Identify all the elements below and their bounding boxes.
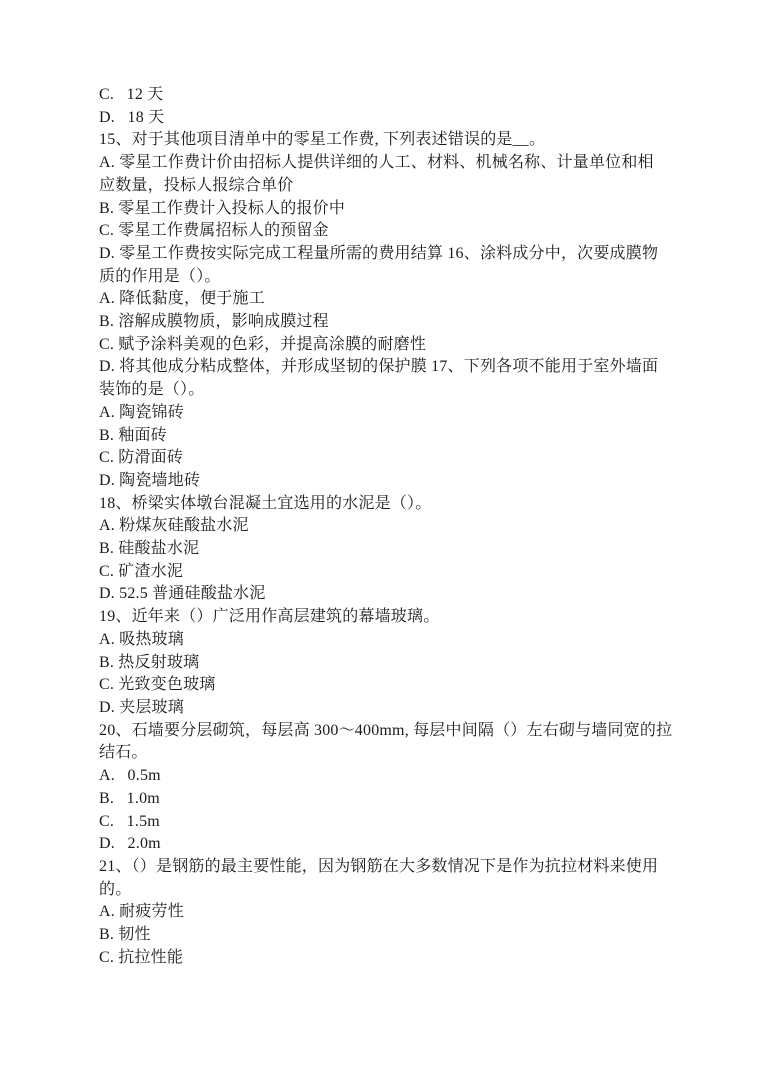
- text-line: 结石。: [99, 744, 148, 762]
- text-line: D. 2.0m: [99, 835, 161, 853]
- text-line: 质的作用是（）。: [99, 267, 221, 285]
- document-content: [99, 84, 699, 969]
- text-line: D. 18 天: [99, 108, 165, 126]
- text-line: B. 热反射玻璃: [99, 653, 200, 671]
- text-line: A. 零星工作费计价由招标人提供详细的人工、材料、机械名称、计量单位和相: [99, 154, 654, 172]
- text-line: 应数量，投标人报综合单价: [99, 176, 294, 194]
- text-line: 装饰的是（）。: [99, 381, 205, 399]
- text-line: B. 溶解成膜物质，影响成膜过程: [99, 313, 329, 331]
- text-line: B. 硅酸盐水泥: [99, 540, 200, 558]
- text-line: D. 陶瓷墙地砖: [99, 471, 201, 489]
- text-line: 18、桥梁实体墩台混凝土宜选用的水泥是（）。: [99, 494, 432, 512]
- text-line: B. 1.0m: [99, 789, 160, 807]
- text-line: C. 抗拉性能: [99, 948, 184, 966]
- text-line: C. 矿渣水泥: [99, 562, 184, 580]
- text-line: A. 降低黏度，便于施工: [99, 290, 265, 308]
- text-line: C. 零星工作费属招标人的预留金: [99, 222, 329, 240]
- text-line: D. 将其他成分粘成整体，并形成坚韧的保护膜 17、下列各项不能用于室外墙面: [99, 358, 659, 376]
- text-line: 的。: [99, 880, 132, 898]
- text-line: 19、近年来（）广泛用作高层建筑的幕墙玻璃。: [99, 608, 440, 626]
- text-line: C. 12 天: [99, 86, 164, 103]
- text-line: A. 吸热玻璃: [99, 630, 184, 648]
- text-line: A. 耐疲劳性: [99, 903, 184, 921]
- text-line: 21、（）是钢筋的最主要性能，因为钢筋在大多数情况下是作为抗拉材料来使用: [99, 857, 659, 875]
- text-line: A. 0.5m: [99, 767, 161, 785]
- text-line: B. 釉面砖: [99, 426, 167, 444]
- text-line: C. 赋予涂料美观的色彩，并提高涂膜的耐磨性: [99, 335, 427, 353]
- text-line: A. 粉煤灰硅酸盐水泥: [99, 517, 249, 535]
- text-line: C. 光致变色玻璃: [99, 676, 216, 694]
- text-line: B. 零星工作费计入投标人的报价中: [99, 199, 346, 217]
- text-line: B. 韧性: [99, 926, 151, 944]
- text-line: D. 52.5 普通硅酸盐水泥: [99, 585, 266, 603]
- text-line: D. 夹层玻璃: [99, 698, 184, 716]
- text-line: C. 防滑面砖: [99, 449, 184, 467]
- text-line: C. 1.5m: [99, 812, 160, 830]
- text-line: A. 陶瓷锦砖: [99, 403, 184, 421]
- text-line: 20、石墙要分层砌筑，每层高 300～400mm, 每层中间隔（）左右砌与墙同宽的拉: [99, 721, 673, 739]
- text-line: D. 零星工作费按实际完成工程量所需的费用结算 16、涂料成分中，次要成膜物: [99, 244, 659, 262]
- text-line: 15、对于其他项目清单中的零星工作费, 下列表述错误的是__。: [99, 131, 546, 149]
